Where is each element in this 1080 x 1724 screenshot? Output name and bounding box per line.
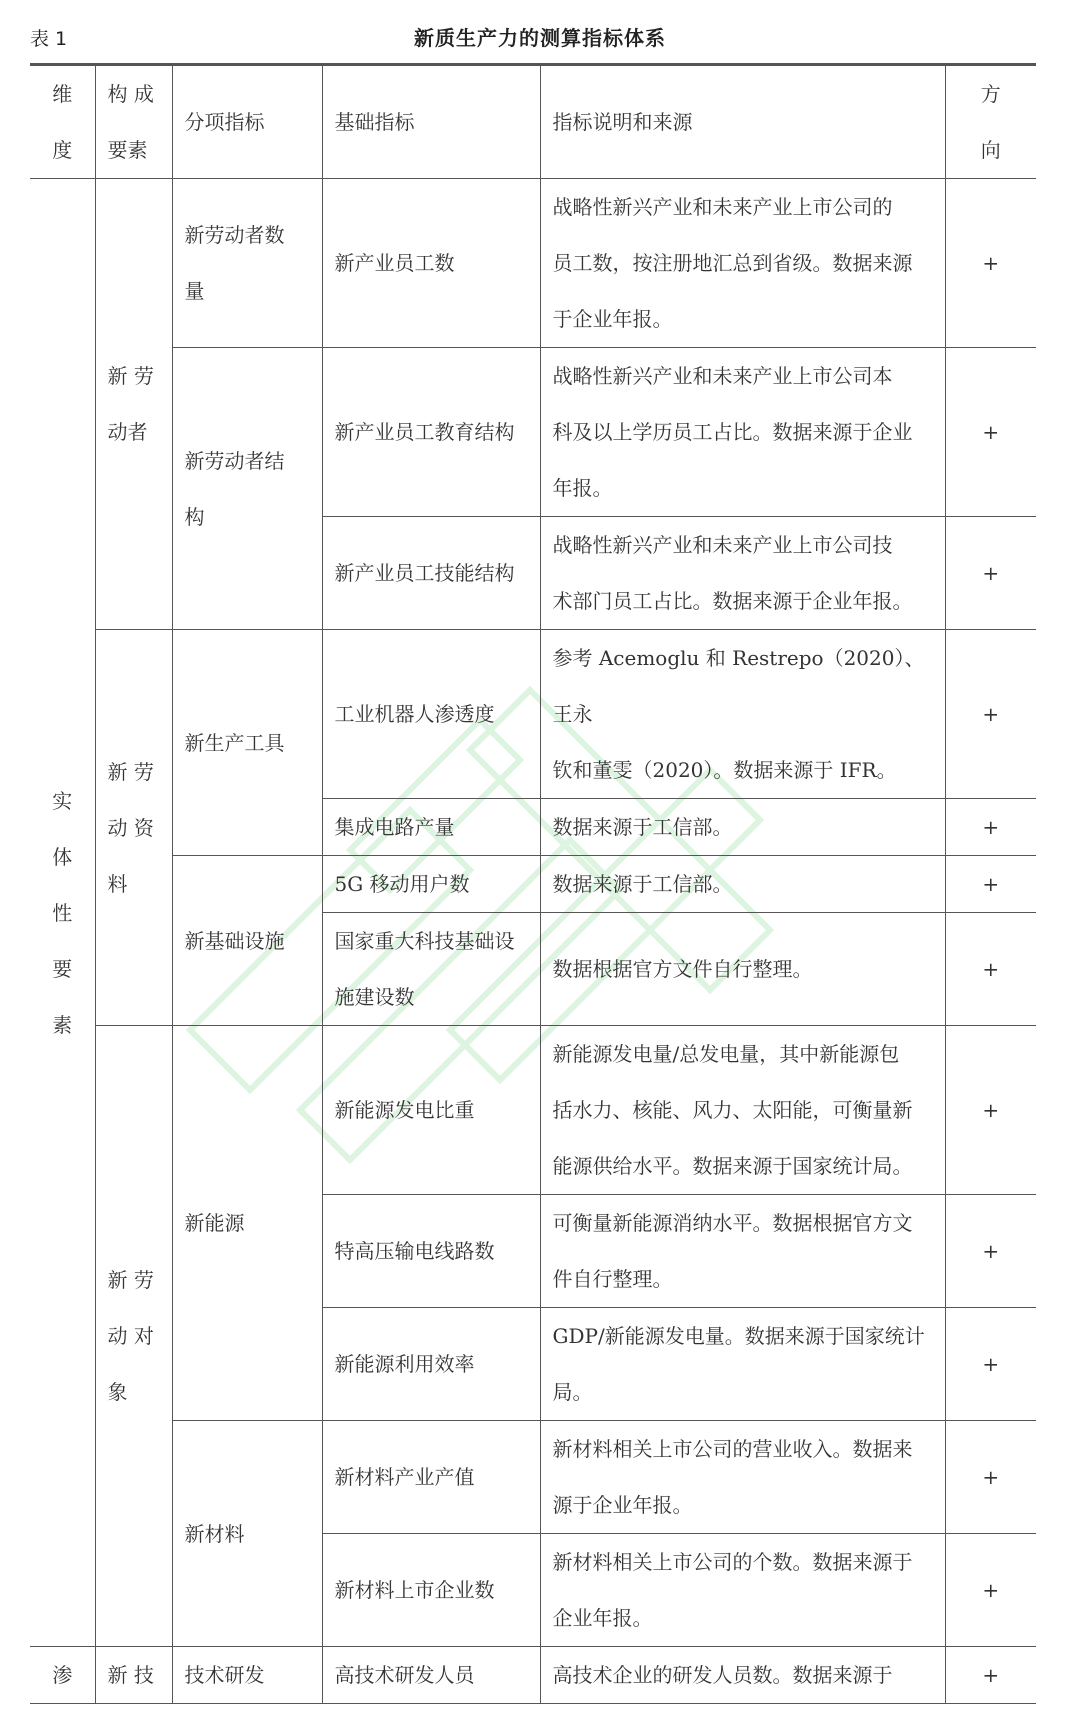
table-row (30, 1647, 1036, 1704)
header-direction: 方 向 (945, 66, 1036, 179)
element-object: 新 劳 动 对 象 (95, 1026, 172, 1647)
element-material: 新 劳 动 资 料 (95, 630, 172, 1026)
table-title: 新质生产力的测算指标体系 (414, 26, 666, 50)
header-element: 构 成 要素 (95, 66, 172, 179)
dimension-entity: 实 体 性 要 素 (30, 179, 95, 1647)
description: 高技术企业的研发人员数。数据来源于 (540, 1647, 945, 1704)
table-row (30, 179, 1036, 348)
description: 战略性新兴产业和未来产业上市公司技 术部门员工占比。数据来源于企业年报。 (540, 517, 945, 630)
base-indicator: 集成电路产量 (322, 799, 540, 856)
description: GDP/新能源发电量。数据来源于国家统计 局。 (540, 1308, 945, 1421)
base-indicator: 新产业员工教育结构 (322, 348, 540, 517)
description: 新材料相关上市公司的个数。数据来源于 企业年报。 (540, 1534, 945, 1647)
direction: + (945, 179, 1036, 348)
base-indicator: 新产业员工技能结构 (322, 517, 540, 630)
sub-labor-structure: 新劳动者结 构 (172, 348, 322, 630)
direction: + (945, 1534, 1036, 1647)
table-row (30, 1026, 1036, 1195)
table-row (30, 630, 1036, 799)
base-indicator: 新材料上市企业数 (322, 1534, 540, 1647)
base-indicator: 新能源发电比重 (322, 1026, 540, 1195)
header-description: 指标说明和来源 (540, 66, 945, 179)
direction: + (945, 517, 1036, 630)
description: 可衡量新能源消纳水平。数据根据官方文 件自行整理。 (540, 1195, 945, 1308)
base-indicator: 5G 移动用户数 (322, 856, 540, 913)
direction: + (945, 348, 1036, 517)
header-sub-indicator: 分项指标 (172, 66, 322, 179)
element-labor: 新 劳 动者 (95, 179, 172, 630)
direction: + (945, 630, 1036, 799)
element-tech: 新 技 (95, 1647, 172, 1704)
description: 战略性新兴产业和未来产业上市公司本 科及以上学历员工占比。数据来源于企业 年报。 (540, 348, 945, 517)
description: 数据来源于工信部。 (540, 856, 945, 913)
sub-tools: 新生产工具 (172, 630, 322, 856)
table-row (30, 348, 1036, 517)
sub-infrastructure: 新基础设施 (172, 856, 322, 1026)
direction: + (945, 799, 1036, 856)
table-row (30, 1421, 1036, 1534)
indicator-table (30, 66, 1036, 1704)
direction: + (945, 1421, 1036, 1534)
header-base-indicator: 基础指标 (322, 66, 540, 179)
description: 战略性新兴产业和未来产业上市公司的 员工数，按注册地汇总到省级。数据来源 于企业年报。 (540, 179, 945, 348)
base-indicator: 特高压输电线路数 (322, 1195, 540, 1308)
description: 新材料相关上市公司的营业收入。数据来 源于企业年报。 (540, 1421, 945, 1534)
direction: + (945, 913, 1036, 1026)
description: 数据来源于工信部。 (540, 799, 945, 856)
direction: + (945, 856, 1036, 913)
header-dimension: 维 度 (30, 66, 95, 179)
dimension-penetration: 渗 (30, 1647, 95, 1704)
description: 数据根据官方文件自行整理。 (540, 913, 945, 1026)
direction: + (945, 1195, 1036, 1308)
description: 参考 Acemoglu 和 Restrepo（2020）、王永 钦和董雯（2020）。数据来源于 IFR。 (540, 630, 945, 799)
description: 新能源发电量/总发电量，其中新能源包 括水力、核能、风力、太阳能，可衡量新 能源供给水平。数据来源于国家统计局。 (540, 1026, 945, 1195)
sub-labor-count: 新劳动者数 量 (172, 179, 322, 348)
table-number: 表 1 (30, 28, 68, 50)
sub-materials: 新材料 (172, 1421, 322, 1647)
base-indicator: 新能源利用效率 (322, 1308, 540, 1421)
direction: + (945, 1647, 1036, 1704)
table-header-row (30, 66, 1036, 179)
base-indicator: 新产业员工数 (322, 179, 540, 348)
sub-energy: 新能源 (172, 1026, 322, 1421)
table-row (30, 856, 1036, 913)
direction: + (945, 1026, 1036, 1195)
base-indicator: 工业机器人渗透度 (322, 630, 540, 799)
base-indicator: 高技术研发人员 (322, 1647, 540, 1704)
direction: + (945, 1308, 1036, 1421)
base-indicator: 国家重大科技基础设 施建设数 (322, 913, 540, 1026)
sub-rd: 技术研发 (172, 1647, 322, 1704)
table-caption (0, 0, 1080, 70)
base-indicator: 新材料产业产值 (322, 1421, 540, 1534)
